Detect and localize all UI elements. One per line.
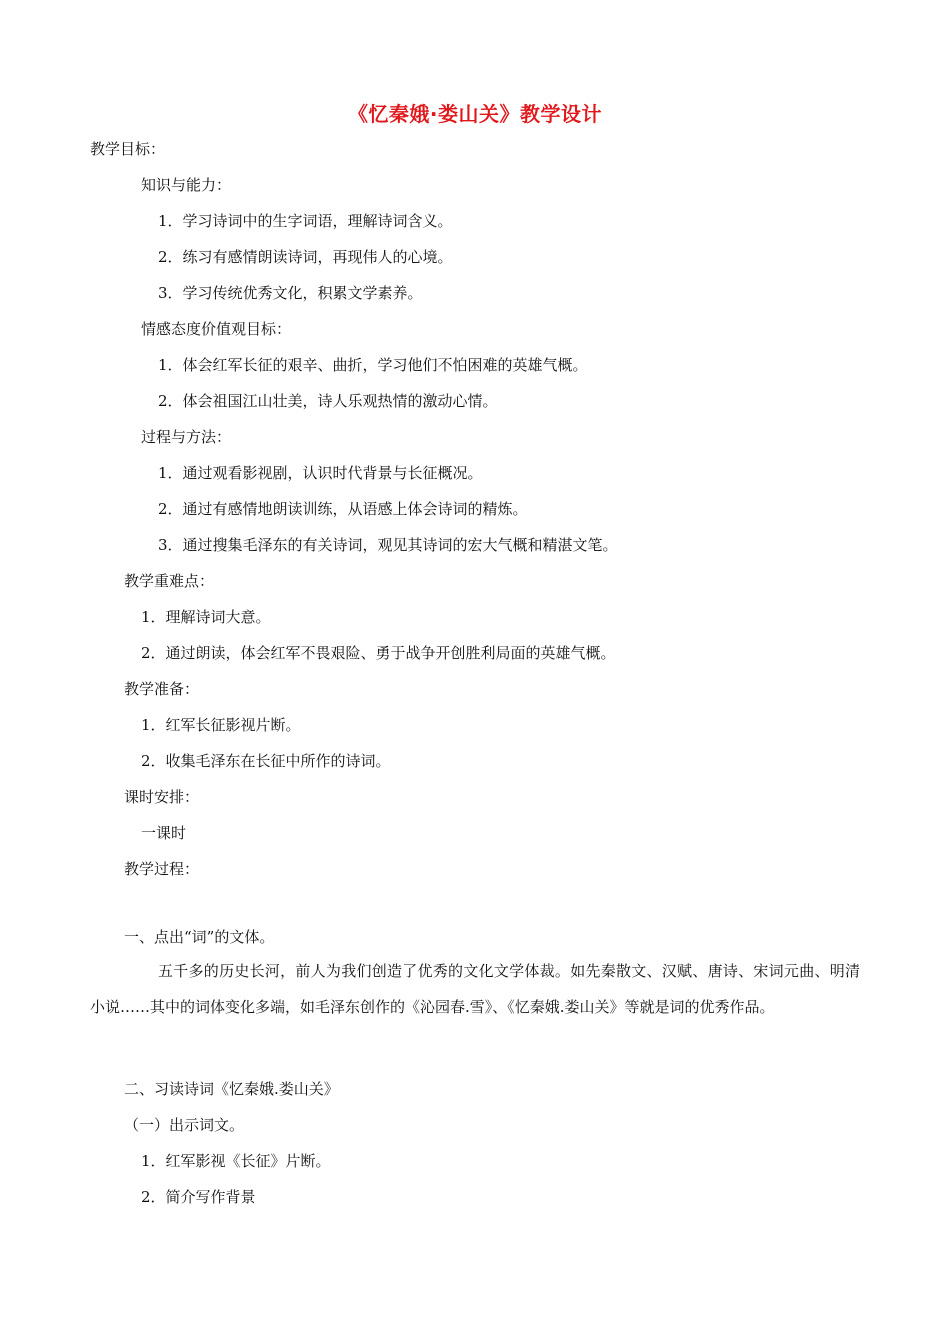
list-item: 2．通过有感情地朗读训练，从语感上体会诗词的精炼。 — [158, 500, 528, 518]
section-2-heading: 二、习读诗词《忆秦娥.娄山关》 — [124, 1080, 339, 1098]
section-1-paragraph: 五千多的历史长河，前人为我们创造了优秀的文化文学体裁。如先秦散文、汉赋、唐诗、宋词元曲、明清小说……其中的词体变化多端，如毛泽东创作的《沁园春.雪》、《忆秦娥.娄山关》等就是词的优秀作品。 — [90, 962, 860, 1016]
schedule-heading: 课时安排： — [124, 788, 200, 806]
objectives-heading: 教学目标： — [90, 140, 166, 158]
knowledge-heading: 知识与能力： — [141, 176, 232, 194]
list-item: 1．理解诗词大意。 — [141, 608, 271, 626]
list-item: 2．练习有感情朗读诗词，再现伟人的心境。 — [158, 248, 453, 266]
list-item: 1．体会红军长征的艰辛、曲折，学习他们不怕困难的英雄气概。 — [158, 356, 588, 374]
document-title: 《忆秦娥·娄山关》教学设计 — [347, 102, 603, 126]
list-item: 1．红军影视《长征》片断。 — [141, 1152, 331, 1170]
section-2-subheading: （一）出示词文。 — [124, 1116, 245, 1134]
procedure-heading: 教学过程： — [124, 860, 200, 878]
list-item: 3．学习传统优秀文化，积累文学素养。 — [158, 284, 423, 302]
key-points-heading: 教学重难点： — [124, 572, 215, 590]
emotion-heading: 情感态度价值观目标： — [141, 320, 292, 338]
list-item: 2．体会祖国江山壮美，诗人乐观热情的激动心情。 — [158, 392, 498, 410]
list-item: 3．通过搜集毛泽东的有关诗词，观见其诗词的宏大气概和精湛文笔。 — [158, 536, 618, 554]
list-item: 2．通过朗读，体会红军不畏艰险、勇于战争开创胜利局面的英雄气概。 — [141, 644, 616, 662]
preparation-heading: 教学准备： — [124, 680, 200, 698]
list-item: 2．收集毛泽东在长征中所作的诗词。 — [141, 752, 391, 770]
list-item: 2．简介写作背景 — [141, 1188, 256, 1206]
process-heading: 过程与方法： — [141, 428, 232, 446]
list-item: 1．学习诗词中的生字词语，理解诗词含义。 — [158, 212, 453, 230]
list-item: 1．红军长征影视片断。 — [141, 716, 301, 734]
list-item: 1．通过观看影视剧，认识时代背景与长征概况。 — [158, 464, 483, 482]
schedule-value: 一课时 — [141, 824, 187, 842]
section-1-heading: 一、点出“词”的文体。 — [124, 928, 275, 946]
